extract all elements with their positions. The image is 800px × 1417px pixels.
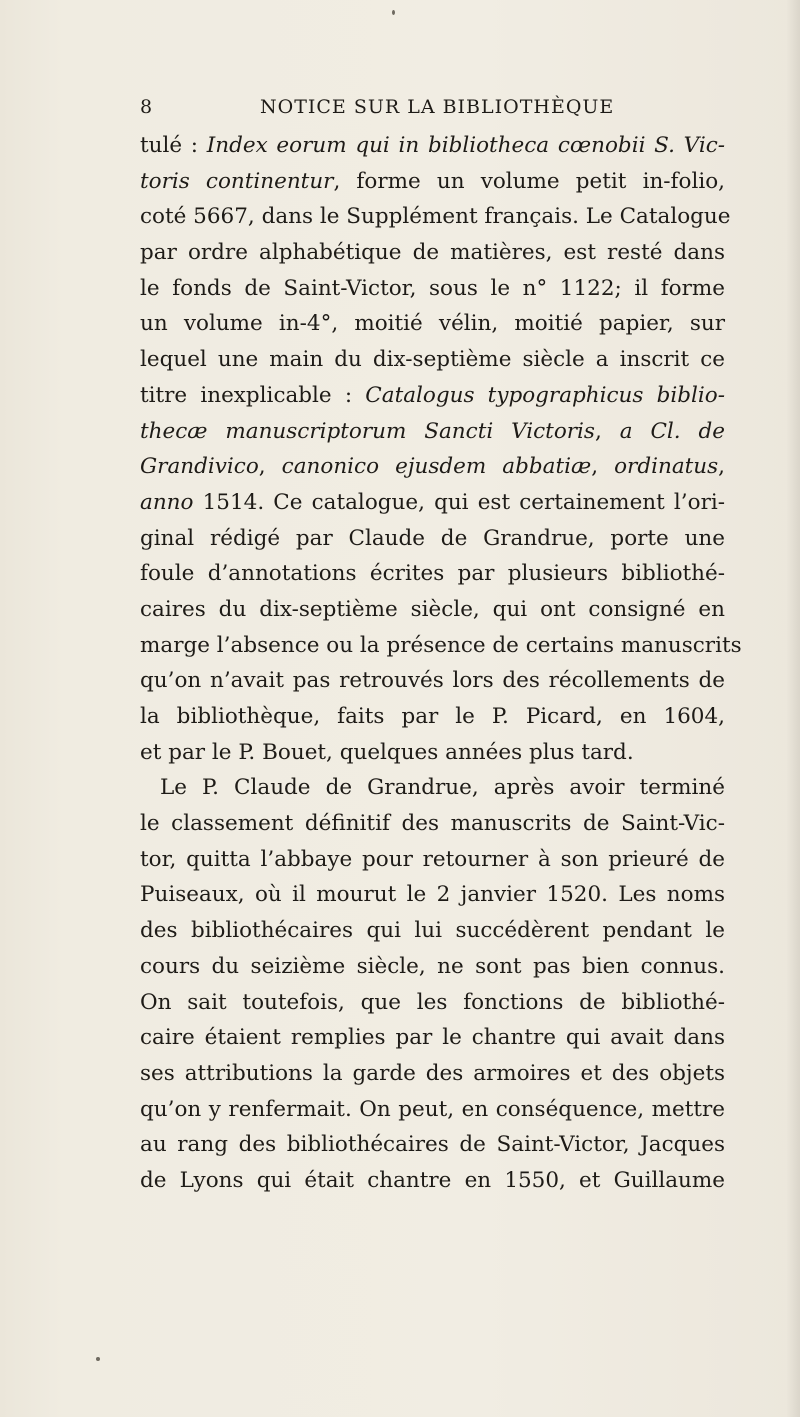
text-span: , bbox=[258, 454, 282, 480]
text-span: coté 5667, dans le Supplément français. Le Catalogue bbox=[140, 204, 731, 230]
page-edge-shadow bbox=[786, 0, 800, 1417]
text-line bbox=[140, 770, 725, 806]
paper-speck bbox=[392, 10, 395, 15]
text-span: ses attributions la garde des armoires et des objets bbox=[140, 1060, 725, 1086]
body-text bbox=[140, 128, 742, 1199]
text-line bbox=[140, 164, 725, 200]
text-span: foule d’annotations écrites par plusieurs bibliothé- bbox=[140, 561, 725, 587]
text-line bbox=[140, 806, 725, 842]
text-line bbox=[140, 271, 725, 307]
text-line bbox=[140, 913, 725, 949]
text-line bbox=[140, 735, 725, 771]
text-span: des bibliothécaires qui lui succédèrent pendant le bbox=[140, 918, 725, 944]
text-span: 1514. Ce catalogue, qui est certainement l’ori- bbox=[193, 489, 725, 515]
text-span: , bbox=[718, 454, 725, 480]
text-line bbox=[140, 628, 742, 664]
text-span: qu’on y renfermait. On peut, en conséquence, mettre bbox=[140, 1096, 725, 1122]
text-line bbox=[140, 128, 725, 164]
text-span: et par le P. Bouet, quelques années plus tard. bbox=[140, 739, 634, 765]
text-line bbox=[140, 449, 725, 485]
text-span: cours du seizième siècle, ne sont pas bien connus. bbox=[140, 953, 725, 979]
text-span: , bbox=[591, 454, 615, 480]
italic-text: a Cl. de bbox=[619, 418, 725, 444]
text-span: un volume in-4°, moitié vélin, moitié papier, sur bbox=[140, 311, 725, 337]
text-line bbox=[140, 306, 725, 342]
running-title: NOTICE SUR LA BIBLIOTHÈQUE bbox=[260, 96, 615, 118]
text-line bbox=[140, 842, 725, 878]
text-line bbox=[140, 1056, 725, 1092]
text-span: , forme un volume petit in-folio, bbox=[333, 168, 725, 194]
text-line bbox=[140, 877, 725, 913]
text-line bbox=[140, 199, 731, 235]
text-span: On sait toutefois, que les fonctions de bibliothé- bbox=[140, 989, 725, 1015]
italic-text: anno bbox=[140, 489, 194, 515]
text-line bbox=[140, 949, 725, 985]
text-line bbox=[140, 342, 725, 378]
page-number: 8 bbox=[140, 96, 153, 118]
text-line bbox=[140, 592, 725, 628]
text-span: ginal rédigé par Claude de Grandrue, porte une bbox=[140, 525, 725, 551]
page-header bbox=[140, 96, 720, 126]
text-span: caires du dix-septième siècle, qui ont consigné en bbox=[140, 596, 725, 622]
italic-text: ordinatus bbox=[614, 454, 719, 480]
italic-text: toris continentur bbox=[140, 168, 334, 194]
text-line bbox=[140, 378, 725, 414]
italic-text: Index eorum qui in bibliotheca cœnobii S. Vic- bbox=[206, 133, 725, 158]
text-span: par ordre alphabétique de matières, est resté dans bbox=[140, 240, 725, 266]
text-line bbox=[140, 485, 725, 521]
text-line bbox=[140, 699, 725, 735]
text-span: tulé : bbox=[140, 133, 207, 158]
text-line bbox=[140, 985, 725, 1021]
text-span: tor, quitta l’abbaye pour retourner à son prieuré de bbox=[140, 846, 725, 872]
paper-speck bbox=[96, 1357, 100, 1361]
text-span: Puiseaux, où il mourut le 2 janvier 1520. Les noms bbox=[140, 882, 725, 908]
text-span: le fonds de Saint-Victor, sous le n° 1122; il forme bbox=[140, 275, 725, 301]
text-line bbox=[140, 1020, 725, 1056]
text-span: qu’on n’avait pas retrouvés lors des récollements de bbox=[140, 668, 725, 694]
text-span: de Lyons qui était chantre en 1550, et Guillaume bbox=[140, 1167, 725, 1193]
text-line bbox=[140, 556, 725, 592]
text-span: le classement définitif des manuscrits de Saint-Vic- bbox=[140, 811, 725, 837]
text-line bbox=[140, 235, 725, 271]
text-span: lequel une main du dix-septième siècle a inscrit ce bbox=[140, 347, 725, 373]
text-span: , bbox=[594, 418, 620, 444]
italic-text: canonico ejusdem abbatiæ bbox=[281, 454, 592, 480]
text-line bbox=[140, 1092, 725, 1128]
text-line bbox=[140, 663, 725, 699]
text-span: caire étaient remplies par le chantre qui avait dans bbox=[140, 1025, 725, 1051]
italic-text: Grandivico bbox=[140, 454, 259, 480]
italic-text: thecæ manuscriptorum Sancti Victoris bbox=[140, 418, 595, 444]
text-span: Le P. Claude de Grandrue, après avoir terminé bbox=[160, 775, 725, 801]
text-span: titre inexplicable : bbox=[140, 382, 366, 408]
text-line bbox=[140, 414, 725, 450]
text-line bbox=[140, 1127, 725, 1163]
italic-text: Catalogus typographicus biblio- bbox=[365, 382, 725, 408]
text-span: marge l’absence ou la présence de certains manuscrits bbox=[140, 632, 742, 658]
text-span: la bibliothèque, faits par le P. Picard, en 1604, bbox=[140, 704, 725, 729]
text-line bbox=[140, 521, 725, 557]
text-line bbox=[140, 1163, 725, 1199]
text-span: au rang des bibliothécaires de Saint-Victor, Jacques bbox=[140, 1132, 725, 1158]
